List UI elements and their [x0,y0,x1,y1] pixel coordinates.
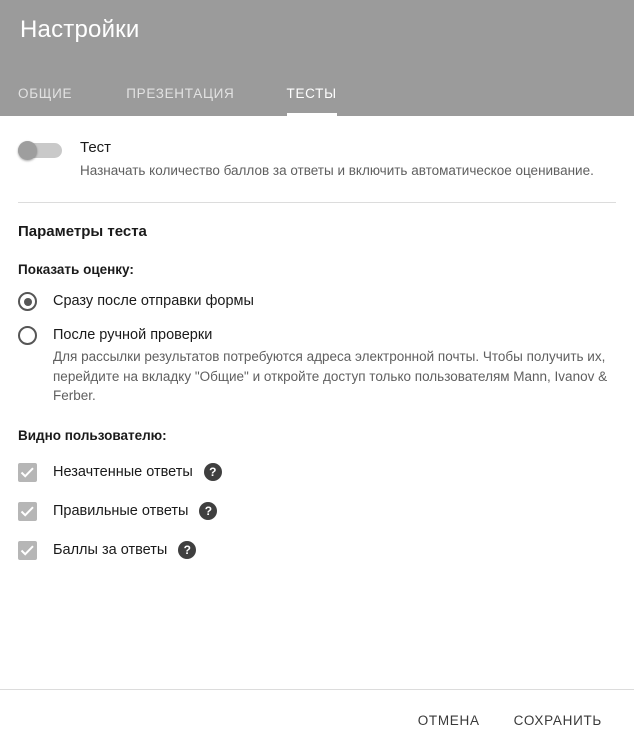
radio-manual-review[interactable] [18,326,37,345]
dialog-body [0,116,634,560]
checkbox-point-values[interactable] [18,541,37,560]
cancel-button[interactable]: ОТМЕНА [408,705,490,736]
check-mark-icon [20,466,35,479]
checkbox-point-values-label: Баллы за ответы [53,542,168,558]
help-icon-missed-questions[interactable]: ? [204,463,222,481]
quiz-toggle-switch[interactable] [18,141,62,159]
help-icon-correct-answers[interactable]: ? [199,502,217,520]
quiz-toggle-texts [80,138,594,180]
radio-immediately[interactable] [18,292,37,311]
radio-immediately-label: Сразу после отправки формы [53,293,254,309]
save-button[interactable]: СОХРАНИТЬ [504,705,612,736]
check-row-point-values [18,541,616,560]
check-mark-icon [20,544,35,557]
checkbox-missed-questions[interactable] [18,463,37,482]
tab-presentation[interactable]: ПРЕЗЕНТАЦИЯ [126,86,235,101]
tab-quizzes[interactable]: ТЕСТЫ [287,72,337,116]
checkbox-correct-answers-label: Правильные ответы [53,503,189,519]
radio-immediately-texts [53,291,254,311]
quiz-toggle-description: Назначать количество баллов за ответы и включить автоматическое оценивание. [80,163,594,178]
dialog-header [0,0,634,116]
page-title: Настройки [20,16,140,43]
switch-knob [18,141,37,160]
tab-bar [0,72,634,116]
radio-manual-review-texts [53,325,616,406]
checkbox-missed-questions-label: Незачтенные ответы [53,464,193,480]
radio-row-immediately[interactable] [18,291,616,311]
checkbox-correct-answers[interactable] [18,502,37,521]
section-divider [18,202,616,203]
help-icon-point-values[interactable]: ? [178,541,196,559]
dialog-footer [0,689,634,751]
respondent-can-see-label: Видно пользователю: [18,427,167,443]
tab-general[interactable]: ОБЩИЕ [18,86,73,101]
grade-release-label: Показать оценку: [18,262,134,277]
quiz-toggle-label: Тест [80,139,112,156]
check-row-missed-questions [18,463,616,482]
check-row-correct-answers [18,502,616,521]
quiz-toggle-row [18,116,616,180]
check-mark-icon [20,505,35,518]
radio-manual-review-description: Для рассылки результатов потребуются адреса электронной почты. Чтобы получить их, перейдите на вкладку "Общие" и откройте доступ только пользователям Mann, Ivanov & Ferber. [53,349,608,403]
radio-row-manual-review[interactable] [18,325,616,406]
section-title-quiz-params: Параметры теста [18,223,147,240]
radio-manual-review-label: После ручной проверки [53,327,213,343]
